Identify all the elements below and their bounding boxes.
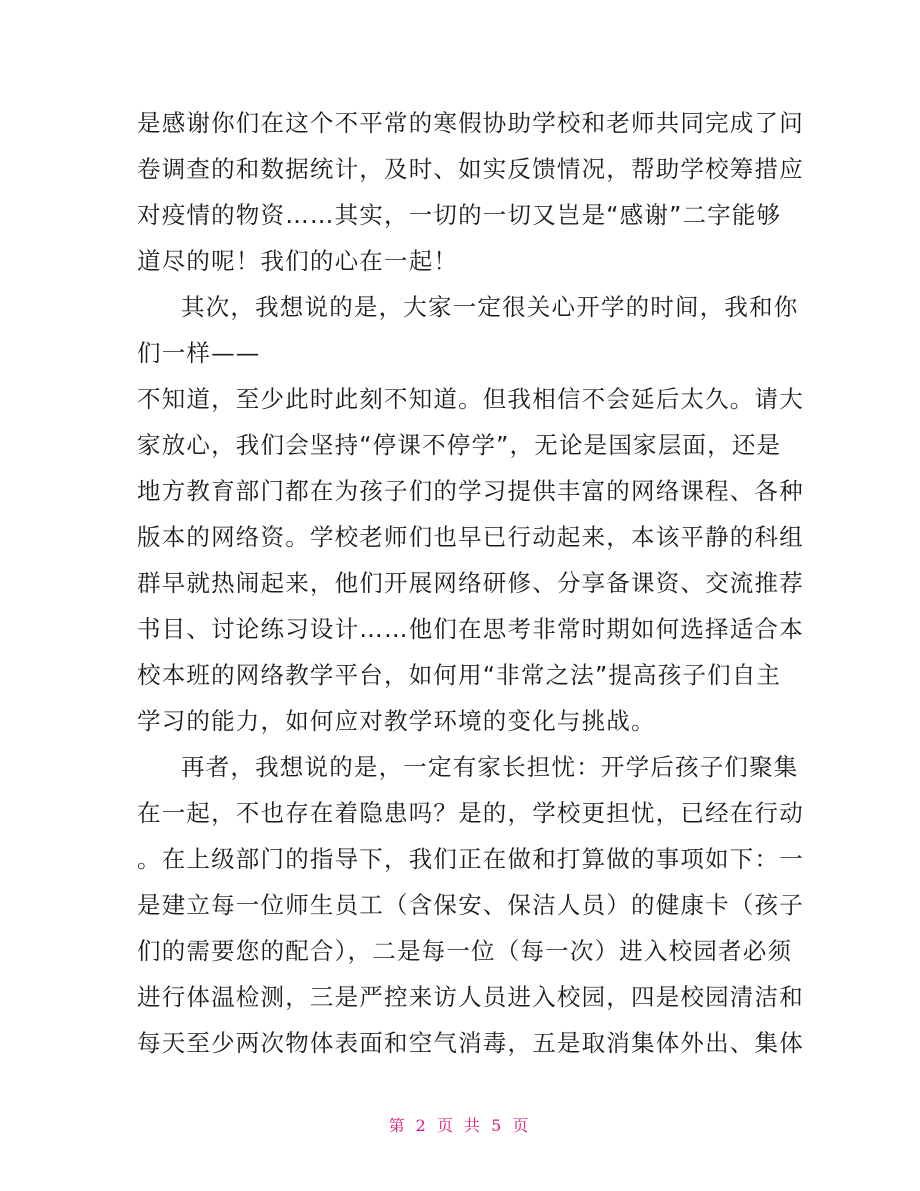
- text-line: 不知道，至少此时此刻不知道。但我相信不会延后太久。请大: [137, 385, 804, 413]
- text-line: 对疫情的物资……其实，一切的一切又岂是“感谢”二字能够: [137, 201, 782, 229]
- body-text: [137, 100, 804, 1066]
- page-number-footer: 第 2 页 共 5 页: [388, 1116, 532, 1135]
- text-line: 卷调查的和数据统计，及时、如实反馈情况，帮助学校筹措应: [137, 155, 804, 183]
- text-line: 每天至少两次物体表面和空气消毒，五是取消集体外出、集体: [137, 1029, 804, 1057]
- text-line: 群早就热闹起来，他们开展网络研修、分享备课资、交流推荐: [137, 569, 804, 597]
- text-line: 家放心，我们会坚持“停课不停学”，无论是国家层面，还是: [137, 431, 782, 459]
- text-line: 。在上级部门的指导下，我们正在做和打算做的事项如下：一: [137, 845, 804, 873]
- text-line: 是建立每一位师生员工（含保安、保洁人员）的健康卡（孩子: [137, 891, 804, 919]
- text-line: 进行体温检测，三是严控来访人员进入校园，四是校园清洁和: [137, 983, 804, 1011]
- text-line: 们的需要您的配合），二是每一位（每一次）进入校园者必须: [137, 937, 793, 965]
- text-line: 是感谢你们在这个不平常的寒假协助学校和老师共同完成了问: [137, 109, 804, 137]
- text-line: 学习的能力，如何应对教学环境的变化与挑战。: [137, 707, 656, 735]
- text-line: 们一样——: [137, 339, 261, 367]
- text-line: 地方教育部门都在为孩子们的学习提供丰富的网络课程、各种: [137, 477, 804, 505]
- text-line: 书目、讨论练习设计……他们在思考非常时期如何选择适合本: [137, 615, 804, 643]
- text-line: 版本的网络资。学校老师们也早已行动起来，本该平静的科组: [137, 523, 804, 551]
- paragraph-start-line: 再者，我想说的是，一定有家长担忧：开学后孩子们聚集: [181, 753, 799, 781]
- text-line: 道尽的呢！我们的心在一起！: [137, 247, 459, 275]
- text-line: 在一起，不也存在着隐患吗？是的，学校更担忧，已经在行动: [137, 799, 804, 827]
- paragraph-start-line: 其次，我想说的是，大家一定很关心开学的时间，我和你: [181, 293, 799, 321]
- text-line: 校本班的网络教学平台，如何用“非常之法”提高孩子们自主: [137, 661, 782, 689]
